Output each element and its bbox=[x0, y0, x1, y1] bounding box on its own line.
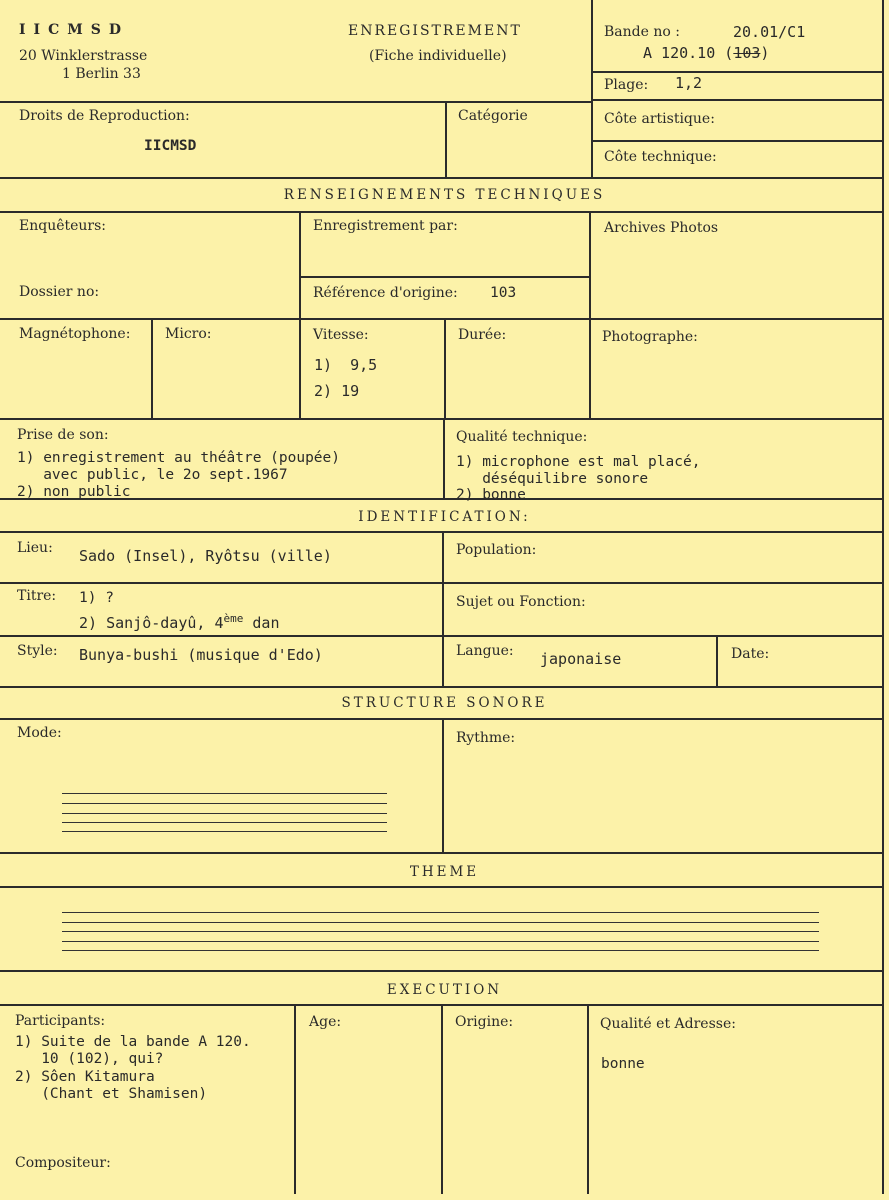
divider bbox=[151, 318, 153, 418]
mode-label: Mode: bbox=[17, 725, 62, 741]
plage-label: Plage: bbox=[604, 77, 649, 93]
section-execution: EXECUTION bbox=[386, 982, 503, 998]
divider bbox=[294, 1004, 296, 1194]
bande-sub-text: A 120.10 ( bbox=[643, 44, 734, 62]
titre-2-text: 2) Sanjô-dayû, 4 bbox=[79, 614, 224, 632]
staff-line bbox=[62, 941, 819, 942]
divider bbox=[443, 418, 445, 498]
address-line-2: 1 Berlin 33 bbox=[62, 66, 141, 82]
participant-2b: (Chant et Shamisen) bbox=[15, 1086, 208, 1102]
archives-photos-label: Archives Photos bbox=[604, 220, 719, 236]
section-structure-sonore: STRUCTURE SONORE bbox=[341, 695, 548, 711]
lieu-label: Lieu: bbox=[17, 540, 53, 556]
participant-2a: 2) Sôen Kitamura bbox=[15, 1069, 155, 1085]
divider bbox=[445, 101, 447, 177]
photographe-label: Photographe: bbox=[602, 329, 698, 345]
plage-value: 1,2 bbox=[675, 74, 703, 92]
staff-line bbox=[62, 922, 819, 923]
qualite-line-1: 1) microphone est mal placé, bbox=[456, 454, 701, 470]
origine-label: Origine: bbox=[455, 1014, 514, 1030]
droits-value: IICMSD bbox=[144, 138, 197, 154]
form-title: ENREGISTREMENT bbox=[348, 23, 522, 39]
cote-technique-label: Côte technique: bbox=[604, 149, 717, 165]
divider bbox=[0, 886, 883, 888]
qualite-adresse-value: bonne bbox=[601, 1056, 645, 1072]
titre-2 bbox=[79, 610, 280, 632]
divider bbox=[587, 1004, 589, 1194]
lieu-value: Sado (Insel), Ryôtsu (ville) bbox=[79, 547, 332, 565]
divider bbox=[0, 418, 883, 420]
form-subtitle: (Fiche individuelle) bbox=[369, 48, 507, 64]
cote-artistique-label: Côte artistique: bbox=[604, 111, 715, 127]
divider bbox=[442, 531, 444, 686]
qualite-line-3: 2) bonne bbox=[456, 487, 526, 503]
enqueteurs-label: Enquêteurs: bbox=[19, 218, 107, 234]
style-label: Style: bbox=[17, 643, 58, 659]
micro-label: Micro: bbox=[165, 326, 212, 342]
droits-label: Droits de Reproduction: bbox=[19, 108, 190, 124]
staff-line bbox=[62, 912, 819, 913]
categorie-label: Catégorie bbox=[458, 108, 528, 124]
compositeur-label: Compositeur: bbox=[15, 1155, 111, 1171]
divider bbox=[299, 276, 591, 278]
bande-struck-number: 103 bbox=[733, 44, 761, 62]
qualite-label: Qualité technique: bbox=[456, 429, 588, 445]
participant-1a: 1) Suite de la bande A 120. bbox=[15, 1034, 251, 1050]
prise-line-3: 2) non public bbox=[17, 484, 131, 500]
enregistrement-par-label: Enregistrement par: bbox=[313, 218, 458, 234]
staff-line bbox=[62, 931, 819, 932]
prise-line-2: avec public, le 2o sept.1967 bbox=[17, 467, 288, 483]
population-label: Population: bbox=[456, 542, 537, 558]
bande-close: ) bbox=[760, 44, 770, 62]
divider bbox=[716, 635, 718, 686]
org-logo: IICMSD bbox=[19, 22, 129, 38]
divider bbox=[882, 0, 884, 1194]
divider bbox=[0, 498, 883, 500]
titre-2-superscript: ème bbox=[223, 612, 244, 625]
prise-line-1: 1) enregistrement au théâtre (poupée) bbox=[17, 450, 341, 466]
divider bbox=[0, 211, 883, 213]
duree-label: Durée: bbox=[458, 327, 507, 343]
staff-line bbox=[62, 803, 387, 804]
qualite-line-2: déséquilibre sonore bbox=[456, 471, 649, 487]
vitesse-1: 1) 9,5 bbox=[314, 356, 378, 374]
divider bbox=[589, 211, 591, 418]
titre-1: 1) ? bbox=[79, 590, 114, 606]
staff-line bbox=[62, 950, 819, 951]
bande-label: Bande no : bbox=[604, 24, 680, 40]
staff-line bbox=[62, 793, 387, 794]
titre-2-end: dan bbox=[243, 614, 280, 632]
divider bbox=[0, 852, 883, 854]
section-renseignements-techniques: RENSEIGNEMENTS TECHNIQUES bbox=[283, 187, 606, 203]
divider bbox=[591, 0, 593, 177]
dossier-label: Dossier no: bbox=[19, 284, 100, 300]
prise-label: Prise de son: bbox=[17, 427, 109, 443]
reference-value: 103 bbox=[490, 285, 517, 301]
qualite-adresse-label: Qualité et Adresse: bbox=[600, 1016, 736, 1032]
bande-value: 20.01/C1 bbox=[733, 23, 806, 41]
divider bbox=[591, 140, 883, 142]
divider bbox=[0, 970, 883, 972]
langue-label: Langue: bbox=[456, 643, 514, 659]
staff-line bbox=[62, 813, 387, 814]
address-line-1: 20 Winklerstrasse bbox=[19, 48, 148, 64]
bande-sub bbox=[643, 45, 769, 62]
reference-label: Référence d'origine: bbox=[313, 285, 458, 301]
rythme-label: Rythme: bbox=[456, 730, 516, 746]
divider bbox=[442, 718, 444, 852]
section-theme: THEME bbox=[409, 864, 480, 880]
divider bbox=[441, 1004, 443, 1194]
divider bbox=[591, 71, 883, 73]
sujet-label: Sujet ou Fonction: bbox=[456, 594, 586, 610]
vitesse-2: 2) 19 bbox=[314, 382, 360, 400]
style-value: Bunya-bushi (musique d'Edo) bbox=[79, 646, 323, 664]
divider bbox=[0, 686, 883, 688]
date-label: Date: bbox=[731, 646, 770, 662]
titre-label: Titre: bbox=[17, 588, 57, 604]
age-label: Age: bbox=[309, 1014, 342, 1030]
divider bbox=[0, 177, 883, 179]
section-identification: IDENTIFICATION: bbox=[358, 509, 531, 525]
staff-line bbox=[62, 822, 387, 823]
participant-1b: 10 (102), qui? bbox=[15, 1051, 164, 1067]
staff-line bbox=[62, 831, 387, 832]
divider bbox=[0, 101, 591, 103]
langue-value: japonaise bbox=[540, 650, 622, 668]
participants-label: Participants: bbox=[15, 1013, 106, 1029]
magnetophone-label: Magnétophone: bbox=[19, 326, 131, 342]
divider bbox=[591, 99, 883, 101]
divider bbox=[444, 318, 446, 418]
divider bbox=[0, 318, 883, 320]
vitesse-label: Vitesse: bbox=[313, 327, 369, 343]
divider bbox=[299, 211, 301, 418]
